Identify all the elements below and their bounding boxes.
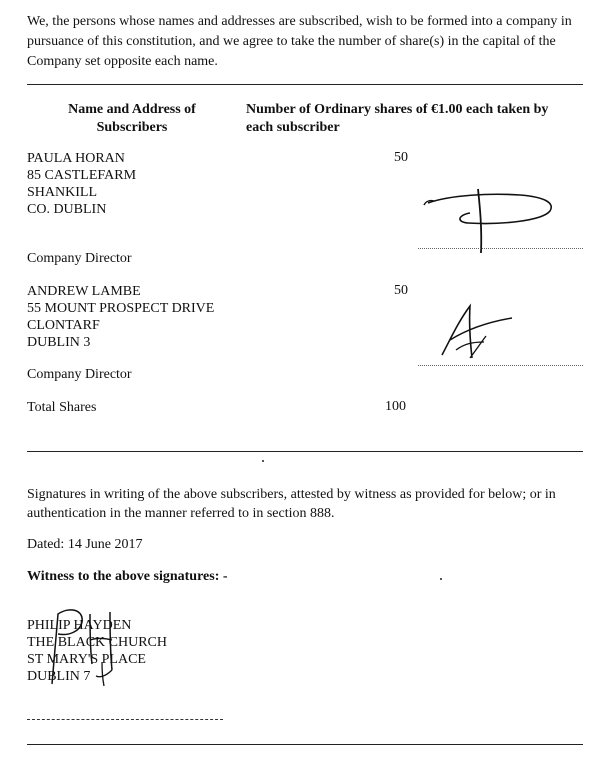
witness-signature-line bbox=[27, 719, 223, 720]
subscriber-2-address-line: CLONTARF bbox=[27, 318, 100, 333]
subscriber-2-shares: 50 bbox=[394, 283, 408, 298]
witness-address-line: THE BLACK CHURCH bbox=[27, 635, 168, 650]
subscriber-2-name: ANDREW LAMBE bbox=[27, 284, 141, 299]
col2-header-line1: Number of Ordinary shares of €1.00 each taken by bbox=[246, 102, 549, 117]
witness-address-line: DUBLIN 7 bbox=[27, 669, 91, 684]
bottom-divider bbox=[27, 744, 583, 745]
subscriber-2-signature-line bbox=[418, 365, 583, 366]
subscriber-2-address-line: 55 MOUNT PROSPECT DRIVE bbox=[27, 301, 215, 316]
attestation-paragraph: Signatures in writing of the above subscribers, attested by witness as provided for below; or in authentication in the manner referred to in section 888. bbox=[27, 487, 556, 521]
subscriber-2-role: Company Director bbox=[27, 367, 132, 382]
subscriber-1-signature-line bbox=[418, 248, 583, 249]
witness-signature bbox=[40, 600, 130, 690]
subscriber-1-address-line: SHANKILL bbox=[27, 185, 97, 200]
subscriber-1-address-line: CO. DUBLIN bbox=[27, 202, 107, 217]
witness-name: PHILIP HAYDEN bbox=[27, 618, 132, 633]
col-header-name-address bbox=[40, 101, 224, 137]
top-divider bbox=[27, 84, 583, 85]
subscriber-2-signature bbox=[436, 300, 516, 365]
subscriber-1-address bbox=[27, 150, 136, 218]
col1-header-line2: Subscribers bbox=[96, 120, 168, 135]
subscriber-2-address bbox=[27, 283, 214, 351]
subscriber-1-role: Company Director bbox=[27, 251, 132, 266]
speck bbox=[262, 460, 264, 462]
total-shares-value: 100 bbox=[385, 399, 406, 414]
col-header-shares bbox=[246, 101, 586, 137]
total-shares-label: Total Shares bbox=[27, 400, 97, 415]
witness-heading: Witness to the above signatures: - bbox=[27, 569, 228, 584]
subscriber-2-address-line: DUBLIN 3 bbox=[27, 335, 91, 350]
subscriber-1-signature bbox=[420, 183, 565, 258]
middle-divider bbox=[27, 451, 583, 452]
dated-line: Dated: 14 June 2017 bbox=[27, 537, 143, 552]
intro-paragraph: We, the persons whose names and addresses are subscribed, wish to be formed into a company in pursuance of this constitution, and we agree to take the number of share(s) in the capital of the Company set opposite each name. bbox=[27, 14, 572, 69]
subscriber-1-address-line: 85 CASTLEFARM bbox=[27, 168, 137, 183]
col1-header-line1: Name and Address of bbox=[68, 102, 196, 117]
col2-header-line2: each subscriber bbox=[246, 120, 340, 135]
witness-address-line: ST MARY'S PLACE bbox=[27, 652, 146, 667]
subscriber-1-name: PAULA HORAN bbox=[27, 151, 125, 166]
speck bbox=[440, 578, 442, 580]
subscriber-1-shares: 50 bbox=[394, 150, 408, 165]
